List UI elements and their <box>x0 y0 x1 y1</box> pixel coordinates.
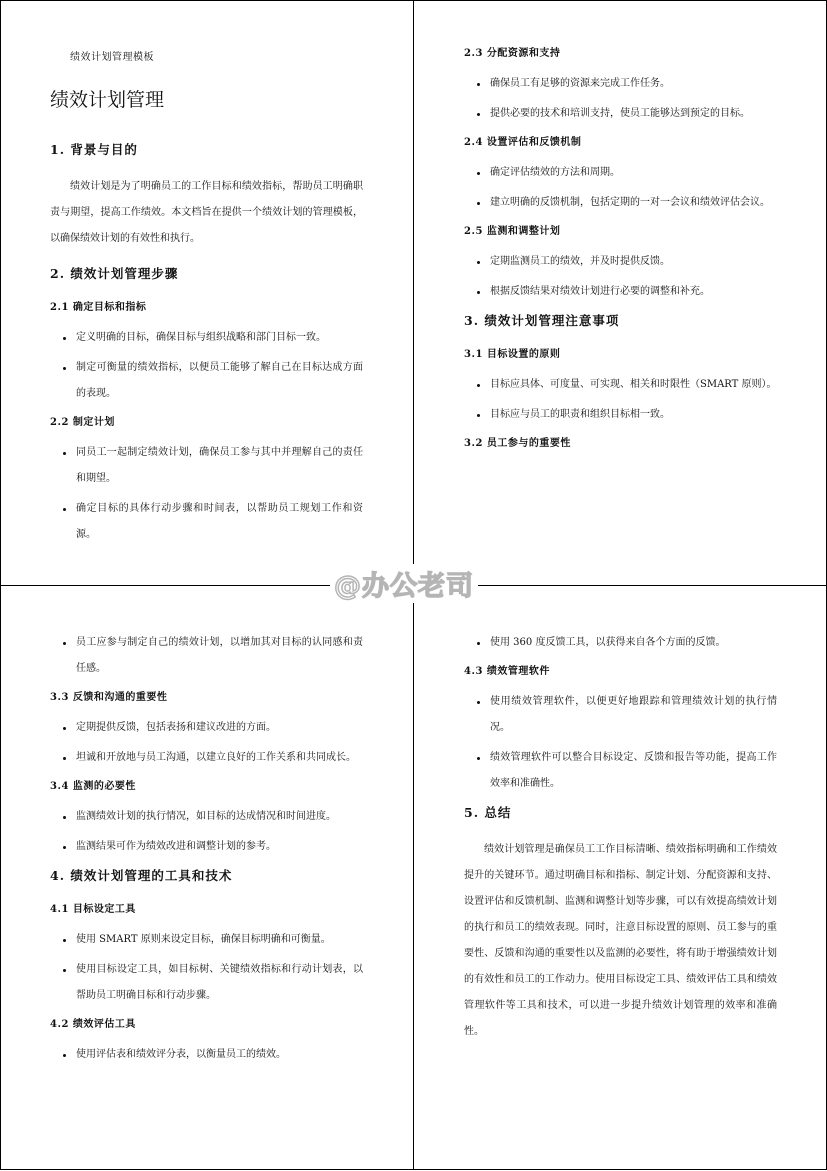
bullet-list <box>464 630 777 656</box>
list-item <box>464 630 777 656</box>
list-item <box>464 160 777 186</box>
list-item <box>50 927 363 953</box>
bullet-list <box>50 715 363 771</box>
list-item-text: 目标应具体、可度量、可实现、相关和时限性（SMART 原则）。 <box>490 379 777 390</box>
bullet-icon <box>477 202 480 205</box>
document-label: 绩效计划管理模板 <box>70 52 154 63</box>
list-item-text: 监测绩效计划的执行情况，如目标的达成情况和时间进度。 <box>76 811 336 822</box>
subsection-heading: 2.4 设置评估和反馈机制 <box>464 137 582 148</box>
section-heading: 4. 绩效计划管理的工具和技术 <box>50 868 233 883</box>
subsection-heading: 2.5 监测和调整计划 <box>464 226 561 237</box>
bullet-icon <box>477 83 480 86</box>
list-item-text: 目标应与员工的职责和组织目标相一致。 <box>490 409 670 420</box>
page-4 <box>414 586 827 1171</box>
list-item <box>464 689 777 741</box>
bullet-list <box>50 630 363 682</box>
bullet-icon <box>63 452 66 455</box>
list-item-text: 根据反馈结果对绩效计划进行必要的调整和补充。 <box>490 286 710 297</box>
bullet-icon <box>477 757 480 760</box>
bullet-list <box>464 689 777 797</box>
list-item-text: 绩效管理软件可以整合目标设定、反馈和报告等功能，提高工作效率和准确性。 <box>490 752 777 789</box>
list-item <box>464 71 777 97</box>
list-item-text: 建立明确的反馈机制，包括定期的一对一会议和绩效评估会议。 <box>490 197 770 208</box>
subsection-heading: 4.3 绩效管理软件 <box>464 666 550 677</box>
bullet-list <box>50 1042 363 1068</box>
list-item <box>464 745 777 797</box>
list-item-text: 使用 360 度反馈工具，以获得来自各个方面的反馈。 <box>490 637 726 648</box>
list-item-text: 定期监测员工的绩效，并及时提供反馈。 <box>490 256 670 267</box>
list-item-text: 提供必要的技术和培训支持，使员工能够达到预定的目标。 <box>490 108 750 119</box>
list-item-text: 使用绩效管理软件，以便更好地跟踪和管理绩效计划的执行情况。 <box>490 696 777 733</box>
page-1 <box>0 0 413 585</box>
section-heading: 1. 背景与目的 <box>50 142 138 157</box>
bullet-list <box>50 440 363 548</box>
page-3 <box>0 586 413 1171</box>
list-item-text: 确保员工有足够的资源来完成工作任务。 <box>490 78 670 89</box>
list-item-text: 制定可衡量的绩效指标，以便员工能够了解自己在目标达成方面的表现。 <box>76 362 363 399</box>
bullet-icon <box>63 846 66 849</box>
bullet-icon <box>477 261 480 264</box>
list-item <box>50 804 363 830</box>
list-item <box>50 440 363 492</box>
list-item <box>50 1042 363 1068</box>
section-heading: 3. 绩效计划管理注意事项 <box>464 313 620 328</box>
bullet-list <box>50 927 363 1009</box>
bullet-icon <box>477 642 480 645</box>
bullet-icon <box>63 939 66 942</box>
bullet-icon <box>477 701 480 704</box>
section-heading: 5. 总结 <box>464 805 512 820</box>
bullet-icon <box>63 969 66 972</box>
bullet-icon <box>477 291 480 294</box>
list-item <box>464 249 777 275</box>
subsection-heading: 4.2 绩效评估工具 <box>50 1019 136 1030</box>
list-item-text: 定义明确的目标，确保目标与组织战略和部门目标一致。 <box>76 332 326 343</box>
bullet-icon <box>63 1054 66 1057</box>
list-item-text: 使用评估表和绩效评分表，以衡量员工的绩效。 <box>76 1049 286 1060</box>
bullet-icon <box>477 414 480 417</box>
section-paragraph: 绩效计划管理是确保员工工作目标清晰、绩效指标明确和工作绩效提升的关键环节。通过明确目标和指标、制定计划、分配资源和支持、设置评估和反馈机制、监测和调整计划等步骤，可以有效提高绩效计划的执行和员工的绩效表现。同时，注意目标设置的原则、员工参与的重要性、反馈和沟通的重要性以及监测的必要性，将有助于增强绩效计划的有效性和员工的工作动力。使用目标设定工具、绩效评估工具和绩效管理软件等工具和技术，可以进一步提升绩效计划管理的效率和准确性。 <box>464 844 777 1037</box>
bullet-icon <box>63 757 66 760</box>
list-item-text: 员工应参与制定自己的绩效计划，以增加其对目标的认同感和责任感。 <box>76 637 363 674</box>
list-item <box>50 745 363 771</box>
bullet-list <box>50 804 363 860</box>
bullet-icon <box>477 384 480 387</box>
list-item <box>50 834 363 860</box>
list-item <box>464 279 777 305</box>
bullet-icon <box>63 337 66 340</box>
list-item-text: 同员工一起制定绩效计划，确保员工参与其中并理解自己的责任和期望。 <box>76 447 363 484</box>
bullet-icon <box>63 508 66 511</box>
subsection-heading: 3.4 监测的必要性 <box>50 781 136 792</box>
bullet-icon <box>477 172 480 175</box>
list-item <box>50 630 363 682</box>
section-paragraph: 绩效计划是为了明确员工的工作目标和绩效指标，帮助员工明确职责与期望，提高工作绩效。本文档旨在提供一个绩效计划的管理模板，以确保绩效计划的有效性和执行。 <box>50 181 363 244</box>
list-item <box>50 496 363 548</box>
list-item-text: 定期提供反馈，包括表扬和建议改进的方面。 <box>76 722 276 733</box>
section-heading: 2. 绩效计划管理步骤 <box>50 266 179 281</box>
subsection-heading: 2.3 分配资源和支持 <box>464 48 561 59</box>
list-item-text: 确定评估绩效的方法和周期。 <box>490 167 620 178</box>
list-item-text: 监测结果可作为绩效改进和调整计划的参考。 <box>76 841 276 852</box>
watermark: @办公老司 <box>330 564 478 603</box>
bullet-list <box>464 372 777 428</box>
list-item <box>50 957 363 1009</box>
page-2 <box>414 0 827 585</box>
list-item <box>50 355 363 407</box>
bullet-icon <box>477 113 480 116</box>
bullet-list <box>464 160 777 216</box>
list-item <box>464 190 777 216</box>
bullet-list <box>464 71 777 127</box>
bullet-list <box>464 249 777 305</box>
subsection-heading: 3.2 员工参与的重要性 <box>464 438 571 449</box>
list-item <box>50 325 363 351</box>
list-item <box>464 372 777 398</box>
bullet-icon <box>63 727 66 730</box>
bullet-list <box>50 325 363 407</box>
subsection-heading: 2.2 制定计划 <box>50 417 115 428</box>
subsection-heading: 4.1 目标设定工具 <box>50 904 136 915</box>
subsection-heading: 2.1 确定目标和指标 <box>50 302 147 313</box>
subsection-heading: 3.1 目标设置的原则 <box>464 349 561 360</box>
list-item <box>464 101 777 127</box>
list-item-text: 使用 SMART 原则来设定目标，确保目标明确和可衡量。 <box>76 934 331 945</box>
bullet-icon <box>63 367 66 370</box>
list-item-text: 坦诚和开放地与员工沟通，以建立良好的工作关系和共同成长。 <box>76 752 356 763</box>
subsection-heading: 3.3 反馈和沟通的重要性 <box>50 692 168 703</box>
list-item <box>50 715 363 741</box>
list-item-text: 使用目标设定工具，如目标树、关键绩效指标和行动计划表，以帮助员工明确目标和行动步骤。 <box>76 964 363 1001</box>
list-item <box>464 402 777 428</box>
bullet-icon <box>63 816 66 819</box>
list-item-text: 确定目标的具体行动步骤和时间表，以帮助员工规划工作和资源。 <box>76 503 363 540</box>
bullet-icon <box>63 642 66 645</box>
document-title: 绩效计划管理 <box>50 89 165 111</box>
